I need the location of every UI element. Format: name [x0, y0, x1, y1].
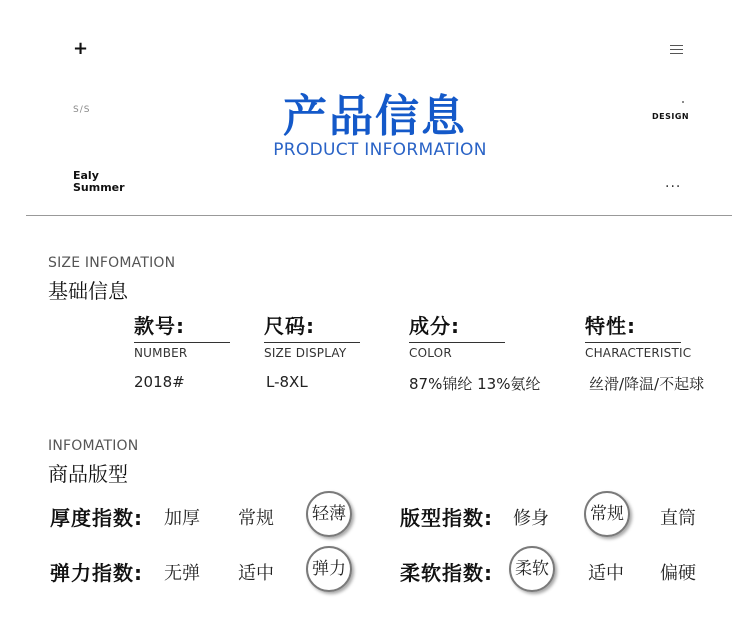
- column-subtitle: SIZE DISPLAY: [264, 346, 347, 360]
- fit-option-selected: 常规: [584, 491, 630, 537]
- ealy-text: Ealy: [73, 169, 99, 182]
- elasticity-option-selected: 弹力: [306, 546, 352, 592]
- ealy-summer-label: [73, 170, 125, 194]
- column-value: 2018#: [134, 373, 185, 391]
- plus-icon: +: [73, 38, 89, 59]
- more-icon: ...: [665, 175, 682, 191]
- column-title: 款号:: [134, 314, 185, 338]
- elasticity-option: 无弹: [164, 563, 200, 584]
- elasticity-option: 适中: [238, 563, 274, 584]
- column-title: 尺码:: [264, 314, 315, 338]
- size-info-heading-en: SIZE INFOMATION: [48, 255, 176, 271]
- column-subtitle: COLOR: [409, 346, 452, 360]
- product-type-heading-cn: 商品版型: [48, 462, 128, 486]
- size-info-heading-cn: 基础信息: [48, 279, 128, 303]
- softness-index-label: 柔软指数:: [400, 561, 493, 585]
- softness-option: 适中: [588, 563, 624, 584]
- menu-icon: [670, 45, 683, 57]
- info-column-number: [134, 310, 230, 391]
- column-value: L-8XL: [266, 373, 308, 391]
- thickness-index-label: 厚度指数:: [50, 506, 143, 530]
- column-subtitle: CHARACTERISTIC: [585, 346, 692, 360]
- column-subtitle: NUMBER: [134, 346, 188, 360]
- column-underline: [585, 342, 681, 343]
- column-underline: [264, 342, 360, 343]
- thickness-option: 加厚: [164, 508, 200, 529]
- product-type-heading-en: INFOMATION: [48, 438, 139, 454]
- column-value: 87%锦纶 13%氨纶: [409, 375, 541, 393]
- summer-text: Summer: [73, 181, 125, 194]
- softness-option: 偏硬: [660, 563, 696, 584]
- divider: [26, 215, 732, 216]
- softness-option-selected: 柔软: [509, 546, 555, 592]
- thickness-option-selected: 轻薄: [306, 491, 352, 537]
- thickness-option: 常规: [238, 508, 274, 529]
- info-column-composition: [409, 310, 541, 394]
- info-column-size: [264, 310, 360, 391]
- elasticity-index-label: 弹力指数:: [50, 561, 143, 585]
- column-value: 丝滑/降温/不起球: [589, 375, 705, 393]
- info-column-characteristic: [585, 310, 705, 394]
- page-title: 产品信息: [283, 91, 467, 142]
- page-subtitle: PRODUCT INFORMATION: [273, 140, 487, 160]
- season-label: S/S: [73, 105, 91, 115]
- design-label: DESIGN: [652, 112, 690, 121]
- column-title: 特性:: [585, 314, 636, 338]
- column-title: 成分:: [409, 314, 460, 338]
- fit-option: 直筒: [660, 508, 696, 529]
- fit-option: 修身: [513, 508, 549, 529]
- fit-index-label: 版型指数:: [400, 506, 493, 530]
- column-underline: [134, 342, 230, 343]
- column-underline: [409, 342, 505, 343]
